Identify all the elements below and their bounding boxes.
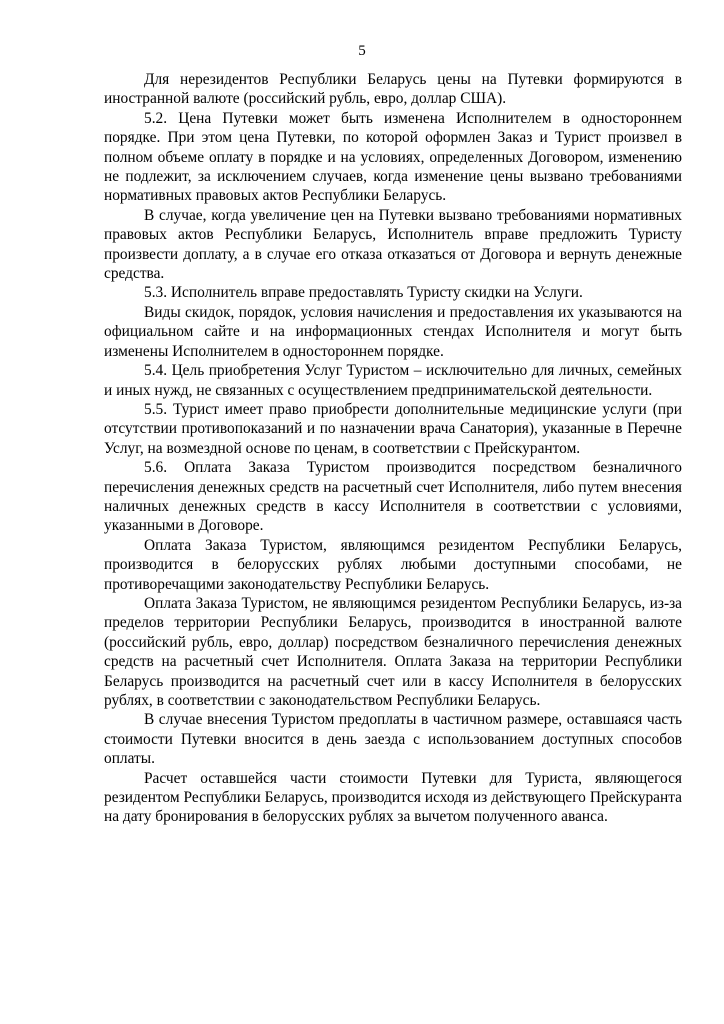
paragraph-discount-types: Виды скидок, порядок, условия начисления и предоставления их указываются на официальном сайте и на информационных стендах Исполнителя и могут быть изменены Исполнителем в одностороннем порядке. — [104, 303, 682, 360]
paragraph-5-5: 5.5. Турист имеет право приобрести дополнительные медицинские услуги (при отсутствии противопоказаний и по назначении врача Санатория), указанные в Перечне Услуг, на возмездной основе по ценам, в соответствии с Прейскурантом. — [104, 400, 682, 457]
paragraph-5-6: 5.6. Оплата Заказа Туристом производится посредством безналичного перечисления денежных средств на расчетный счет Исполнителя, либо путем внесения наличных денежных средств в кассу Исполнителя в соответствии с условиями, указанными в Договоре. — [104, 459, 682, 535]
paragraph-nonresident-prices: Для нерезидентов Республики Беларусь цены на Путевки формируются в иностранной валюте (российский рубль, евро, доллар США). — [104, 71, 682, 108]
paragraph-5-2: 5.2. Цена Путевки может быть изменена Исполнителем в одностороннем порядке. При этом цена Путевки, по которой оформлен Заказ и Турист произвел в полном объеме оплату в порядке и на условиях, определенных Договором, изменению не подлежит, за исключением случаев, когда изменение цены вызвано требованиями нормативных правовых актов Республики Беларусь. — [104, 109, 682, 205]
document-body — [104, 70, 682, 827]
page-number: 5 — [358, 43, 366, 59]
paragraph-nonresident-payment: Оплата Заказа Туристом, не являющимся резидентом Республики Беларусь, из-за пределов территории Республики Беларусь, производится в иностранной валюте (российский рубль, евро, доллар) посредством безналичного перечисления денежных средств на расчетный счет Исполнителя. Оплата Заказа на территории Республики Беларусь производится на расчетный счет или в кассу Исполнителя в белорусских рублях, в соответствии с законодательством Республики Беларусь. — [104, 594, 682, 709]
paragraph-prepayment: В случае внесения Туристом предоплаты в частичном размере, оставшаяся часть стоимости Путевки вносится в день заезда с использованием доступных способов оплаты. — [104, 711, 682, 768]
paragraph-5-4: 5.4. Цель приобретения Услуг Туристом – исключительно для личных, семейных и иных нужд, не связанных с осуществлением предпринимательской деятельности. — [104, 362, 682, 399]
paragraph-5-3: 5.3. Исполнитель вправе предоставлять Туристу скидки на Услуги. — [144, 284, 583, 302]
paragraph-resident-payment: Оплата Заказа Туристом, являющимся резидентом Республики Беларусь, производится в белорусских рублях любыми доступными способами, не противоречащими законодательству Республики Беларусь. — [104, 536, 682, 593]
paragraph-price-increase: В случае, когда увеличение цен на Путевки вызвано требованиями нормативных правовых актов Республики Беларусь, Исполнитель вправе предложить Туристу произвести доплату, а в случае его отказа отказаться от Договора и вернуть денежные средства. — [104, 206, 682, 283]
paragraph-remaining-cost: Расчет оставшейся части стоимости Путевки для Туриста, являющегося резидентом Республики Беларусь, производится исходя из действующего Прейскуранта на дату бронирования в белорусских рублях за вычетом полученного аванса. — [104, 769, 682, 826]
